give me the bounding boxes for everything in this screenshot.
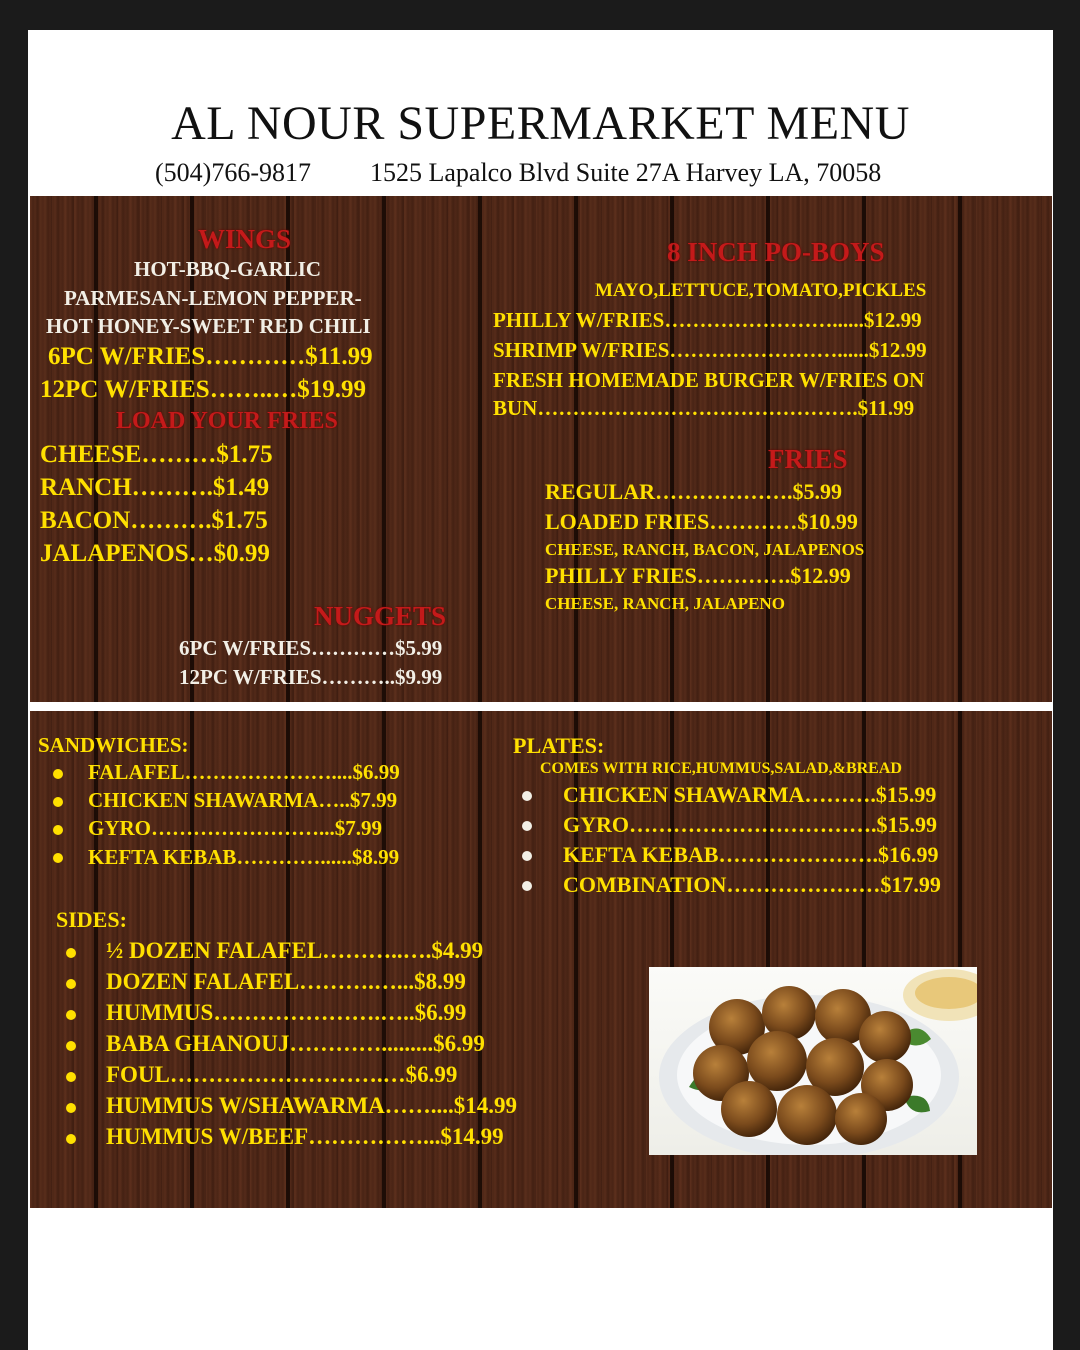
- load-fries-bacon: BACON……….$1.75: [40, 507, 268, 534]
- plate-chicken-shawarma: CHICKEN SHAWARMA……….$15.99: [563, 782, 937, 807]
- bullet-icon: [522, 851, 532, 861]
- page-title: AL NOUR SUPERMARKET MENU: [171, 97, 910, 150]
- bullet-icon: [66, 1072, 76, 1082]
- sandwich-gyro: GYRO……………………...$7.99: [88, 816, 382, 840]
- poboys-shrimp: SHRIMP W/FRIES……………………......$12.99: [493, 338, 927, 362]
- fries-heading: FRIES: [768, 444, 848, 474]
- sandwiches-heading: SANDWICHES:: [38, 733, 189, 757]
- bullet-icon: [66, 979, 76, 989]
- bullet-icon: [53, 853, 63, 863]
- plate-kefta-kebab: KEFTA KEBAB………………….$16.99: [563, 842, 939, 867]
- bullet-icon: [53, 797, 63, 807]
- fries-philly: PHILLY FRIES………….$12.99: [545, 563, 851, 588]
- bullet-icon: [522, 791, 532, 801]
- wings-item-6pc: 6PC W/FRIES…………$11.99: [48, 343, 373, 370]
- side-hummus: HUMMUS………………….…..$6.99: [106, 1000, 467, 1025]
- load-fries-ranch: RANCH……….$1.49: [40, 474, 270, 501]
- load-fries-heading: LOAD YOUR FRIES: [116, 408, 338, 434]
- side-baba-ghanouj: BABA GHANOUJ………….........$6.99: [106, 1031, 485, 1056]
- sides-heading: SIDES:: [56, 907, 127, 932]
- poboys-burger: FRESH HOMEMADE BURGER W/FRIES ON: [493, 368, 925, 392]
- wings-heading: WINGS: [198, 224, 292, 254]
- phone-number: (504)766-9817: [155, 158, 311, 187]
- bullet-icon: [53, 825, 63, 835]
- sandwich-falafel: FALAFEL…………………....$6.99: [88, 760, 400, 784]
- fries-philly-toppings: CHEESE, RANCH, JALAPENO: [545, 594, 785, 613]
- wings-flavor-3: HOT HONEY-SWEET RED CHILI: [46, 314, 371, 338]
- fries-loaded: LOADED FRIES…………$10.99: [545, 509, 858, 534]
- plate-combination: COMBINATION…………………$17.99: [563, 872, 941, 897]
- side-foul: FOUL……………………….…$6.99: [106, 1062, 458, 1087]
- poboys-subtitle: MAYO,LETTUCE,TOMATO,PICKLES: [595, 280, 927, 301]
- menu-panel-bottom: [30, 711, 1052, 1208]
- poboys-burger-bun: BUN……………………………………….$11.99: [493, 396, 915, 420]
- side-half-dozen-falafel: ½ DOZEN FALAFEL………..….$4.99: [106, 938, 484, 963]
- bullet-icon: [66, 1041, 76, 1051]
- bullet-icon: [522, 821, 532, 831]
- bullet-icon: [66, 1010, 76, 1020]
- bullet-icon: [66, 948, 76, 958]
- plates-heading: PLATES:: [513, 733, 605, 758]
- menu-sheet: [28, 30, 1053, 1350]
- falafel-plate-photo: [649, 967, 977, 1155]
- nuggets-heading: NUGGETS: [314, 601, 447, 631]
- poboys-heading: 8 INCH PO-BOYS: [667, 237, 885, 267]
- bullet-icon: [53, 769, 63, 779]
- plate-gyro: GYRO…………………………….$15.99: [563, 812, 937, 837]
- wings-item-12pc: 12PC W/FRIES……..…$19.99: [40, 376, 366, 403]
- address: 1525 Lapalco Blvd Suite 27A Harvey LA, 70058: [370, 158, 882, 187]
- wings-flavor-1: HOT-BBQ-GARLIC: [134, 257, 322, 281]
- poboys-philly: PHILLY W/FRIES……………………......$12.99: [493, 308, 922, 332]
- bullet-icon: [522, 881, 532, 891]
- load-fries-jalapenos: JALAPENOS…$0.99: [40, 540, 270, 567]
- sandwich-chicken-shawarma: CHICKEN SHAWARMA…..$7.99: [88, 788, 398, 812]
- fries-regular: REGULAR……………….$5.99: [545, 479, 843, 504]
- side-dozen-falafel: DOZEN FALAFEL……….…...$8.99: [106, 969, 466, 994]
- load-fries-cheese: CHEESE………$1.75: [40, 441, 273, 468]
- bullet-icon: [66, 1103, 76, 1113]
- wings-flavor-2: PARMESAN-LEMON PEPPER-: [64, 286, 362, 310]
- side-hummus-beef: HUMMUS W/BEEF……………...$14.99: [106, 1124, 504, 1149]
- side-hummus-shawarma: HUMMUS W/SHAWARMA……....$14.99: [106, 1093, 518, 1118]
- bullet-icon: [66, 1134, 76, 1144]
- nuggets-item-12pc: 12PC W/FRIES………..$9.99: [179, 665, 443, 689]
- fries-loaded-toppings: CHEESE, RANCH, BACON, JALAPENOS: [545, 540, 865, 559]
- menu-panel-top: [30, 196, 1052, 702]
- nuggets-item-6pc: 6PC W/FRIES…………$5.99: [179, 636, 443, 660]
- plates-subtitle: COMES WITH RICE,HUMMUS,SALAD,&BREAD: [540, 760, 902, 777]
- sandwich-kefta-kebab: KEFTA KEBAB…………......$8.99: [88, 845, 400, 869]
